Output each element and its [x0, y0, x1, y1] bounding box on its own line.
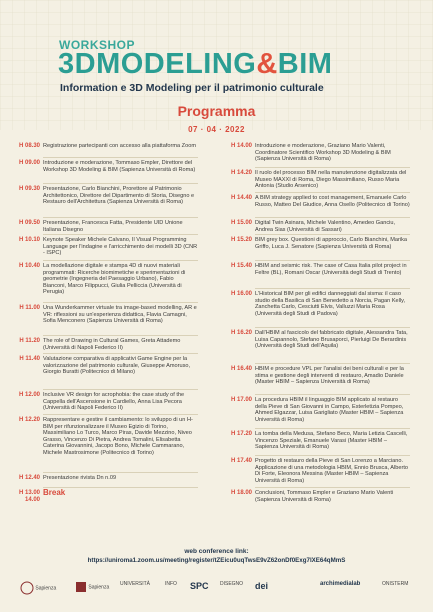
session-description: Una Wunderkammer virtuale tra image-based modelling, AR e VR: riflessioni su un'esperienza didattica, Flavia Camagni, Sofia Menconero (Sapienza Università di Roma) — [43, 305, 197, 325]
row-divider — [255, 288, 410, 289]
sapienza-logo-2: Sapienza — [75, 581, 109, 593]
sapienza-seal-icon — [20, 581, 34, 595]
program-date: 07 · 04 · 2022 — [188, 125, 245, 134]
row-divider — [43, 389, 198, 390]
dei-logo: dei — [255, 581, 269, 591]
session-description: Inclusive VR design for acrophobia: the case study of the Cappella dell'Ascensione in Cardiello, Anna Lisa Pecora (Università di Napoli Federico II) — [43, 392, 185, 412]
session-description: L'Historical BIM per gli edifici danneggiati dal sisma: il caso studio della Basilica di San Benedetto a Norcia, Pagan Kelly, Zanchetta Carlo, Cesciutti Elvis, Valluzzi Maria Rosa (Università degli Studi di Padova) — [255, 291, 406, 317]
title-ampersand: & — [256, 48, 278, 80]
title-3dmodeling: 3DMODELING — [58, 48, 257, 80]
row-divider — [255, 327, 410, 328]
session-description: HBIM e procedure VPL per l'analisi dei beni culturali e per la stima e gestione degli interventi di restauro, Amadio Daniele (Master HBIM – Sapienza Università di Roma) — [255, 366, 404, 386]
session-time: H 16.40 — [230, 366, 252, 372]
archimedialab-logo: archimedialab — [320, 581, 361, 587]
row-divider — [43, 353, 198, 354]
row-divider — [43, 302, 198, 303]
session-time: H 08.30 — [18, 143, 40, 149]
sapienza-logo: Sapienza — [20, 581, 56, 595]
session-description: Digital Twin Asinara, Michele Valentino, Amedeo Ganciu, Andrea Sias (Università di Sassari) — [255, 220, 396, 233]
session-time: H 14.20 — [230, 170, 252, 176]
program-heading: Programma — [177, 103, 256, 119]
row-divider — [43, 260, 198, 261]
session-description: Dall'HBIM al fascicolo del fabbricato digitale, Alessandra Tata, Luisa Capannolo, Stefano Brusaporci, Pierluigi De Berardinis (Università degli Studi dell'Aquila) — [255, 330, 408, 350]
session-time: H 10.10 — [18, 237, 40, 243]
session-time: H 17.40 — [230, 458, 252, 464]
row-divider — [43, 472, 198, 473]
row-divider — [43, 183, 198, 184]
spc-logo: SPC — [190, 581, 209, 591]
workshop-label: WORKSHOP — [59, 38, 135, 52]
session-time: H 15.40 — [230, 263, 252, 269]
row-divider — [255, 234, 410, 235]
row-divider — [255, 192, 410, 193]
session-description: The role of Drawing in Cultural Games, Greta Attademo (Università di Napoli Federico II) — [43, 338, 181, 351]
session-time: H 11.40 — [19, 356, 40, 362]
session-description: La procedura HBIM il linguaggio BIM applicato al restauro della Pieve di San Giovanni in Campo, Esterletizia Pompeo, Ahmed Elgazzar, Luisa Garigliato (Master HBIM – Sapienza Università di Roma) — [255, 397, 404, 423]
row-divider — [255, 167, 410, 168]
sapienza-mark-icon — [75, 581, 87, 593]
session-time: H 17.00 — [230, 397, 252, 403]
title-bim: BIM — [277, 48, 333, 80]
session-description: Introduzione e moderazione, Graziano Mario Valenti, Coordinatore Scientifico Workshop 3D Modeling & BIM (Sapienza Università di Roma) — [255, 143, 391, 163]
session-time: H 09.00 — [18, 160, 40, 166]
row-divider — [43, 217, 198, 218]
row-divider — [43, 335, 198, 336]
session-description: Valutazione comparativa di applicativi Game Engine per la valorizzazione del patrimonio culturale, Giuseppe Amoruso, Giorgio Buratti (Politecnico di Milano) — [43, 356, 191, 376]
row-divider — [43, 487, 198, 488]
session-time: H 10.40 — [18, 263, 40, 269]
session-time: H 09.30 — [18, 186, 40, 192]
session-description: Break — [43, 488, 66, 497]
session-time: H 13.00 14.00 — [18, 490, 40, 503]
universita-logo: UNIVERSITÀ — [120, 581, 151, 587]
row-divider — [255, 455, 410, 456]
session-description: HBIM and seismic risk. The case of Casa Italia pilot project in Feltre (BL), Romani Oscar (Università degli Studi di Trento) — [255, 263, 407, 276]
row-divider — [255, 394, 410, 395]
session-time: H 15.00 — [230, 220, 252, 226]
event-subtitle: Information e 3D Modeling per il patrimonio culturale — [60, 82, 324, 94]
session-time: H 18.00 — [230, 490, 252, 496]
disegno-logo: DISEGNO — [220, 581, 244, 587]
session-time: H 16.20 — [230, 330, 252, 336]
session-description: Il ruolo del processo BIM nella manutenzione digitalizzata del Museo MAXXI di Roma, Diego Massimiliano, Russo Maria Antonia (Studio Arsenico) — [255, 170, 407, 190]
session-time: H 11.20 — [19, 338, 40, 344]
session-description: BIM grey box. Questioni di approccio, Carlo Bianchini, Marika Griffo, Luca J. Senatore (Sapienza Università di Roma) — [255, 237, 408, 250]
row-divider — [255, 487, 410, 488]
row-divider — [255, 363, 410, 364]
row-divider — [255, 260, 410, 261]
session-description: Presentazione, Carlo Bianchini, Prorettore al Patrimonio Architettonico, Direttore del Dipartimento di Storia, Disegno e Restauro dell'Architettura (Sapienza Università di Roma) — [43, 186, 195, 206]
row-divider — [255, 428, 410, 429]
session-time: H 17.20 — [230, 431, 252, 437]
session-description: Rappresentare e gestire il cambiamento: lo sviluppo di un H-BIM per rifunzionalizzare il Museo Egizio di Torino, Massimiliano Lo Turco, Marco Piras, Davide Mezzino, Niveo Grasso, Vincenzo Di Pietra, Andrea Tomalini, Elisabetta Caterina Giovannini, Jacopo Bono, Michele Cammarano, Michele Mastrosimone (Politecnico di Torino) — [43, 417, 193, 456]
session-description: Introduzione e moderazione, Tommaso Empler, Direttore del Workshop 3D Modeling & BIM (Sapienza Università di Roma) — [43, 160, 196, 173]
info-logo: INFO — [165, 581, 177, 587]
session-description: Keynote Speaker Michele Calvano, Il Visual Programming Language per l'indagine e l'arricchimento dei modelli 3D (CNR - ISPC) — [43, 237, 198, 257]
session-description: La modellazione digitale e stampa 4D di nuovi materiali programmati: Ricerche biomimetiche e sperimentazioni di geometrie (Ingegneria del Paesaggio Urbano), Fabio Bianconi, Marco Filippucci, Giulia Pelliccia (Università di Perugia) — [43, 263, 186, 296]
event-title — [58, 49, 332, 79]
session-description: Conclusioni, Tommaso Empler e Graziano Mario Valenti (Sapienza Università di Roma) — [255, 490, 394, 503]
session-time: H 11.00 — [19, 305, 40, 311]
session-time: H 15.20 — [230, 237, 252, 243]
session-description: Presentazione, Francesca Fatta, Presidente UID Unione Italiana Disegno — [43, 220, 183, 233]
logo-strip — [20, 575, 415, 607]
session-time: H 09.50 — [18, 220, 40, 226]
onisterm-logo: ONISTERM — [382, 581, 409, 587]
session-time: H 14.00 — [230, 143, 252, 149]
row-divider — [43, 414, 198, 415]
session-description: Presentazione rivista Dn n.09 — [43, 475, 117, 481]
session-description: Registrazione partecipanti con accesso alla piattaforma Zoom — [43, 143, 196, 149]
session-time: H 12.00 — [18, 392, 40, 398]
row-divider — [43, 234, 198, 235]
session-time: H 12.20 — [18, 417, 40, 423]
session-description: A BIM strategy applied to cost management, Emanuele Carlo Russo, Matteo Del Giudice, Anna Osello (Politecnico di Torino) — [255, 195, 410, 208]
conference-link[interactable]: https://uniroma1.zoom.us/meeting/register/tZEicu0uqTwsE9vZ62onDf0Exg7lXE64qMmS — [87, 557, 346, 564]
row-divider — [255, 217, 410, 218]
row-divider — [43, 157, 198, 158]
session-time: H 16.00 — [230, 291, 252, 297]
footer-title: web conference link: — [184, 548, 249, 555]
session-description: La tomba della Medusa, Stefano Beco, Maria Letizia Cascelli, Vincenzo Speziale, Emanuele Varasi (Master HBIM – Sapienza Università di Roma) — [255, 431, 408, 451]
session-description: Progetto di restauro della Pieve di San Lorenzo a Marciano. Applicazione di una metodologia HBIM, Ennio Brusca, Alberto Di Forte, Eleonora Messina (Master HBIM – Sapienza Università di Roma) — [255, 458, 408, 484]
session-time: H 14.40 — [230, 195, 252, 201]
session-time: H 12.40 — [18, 475, 40, 481]
